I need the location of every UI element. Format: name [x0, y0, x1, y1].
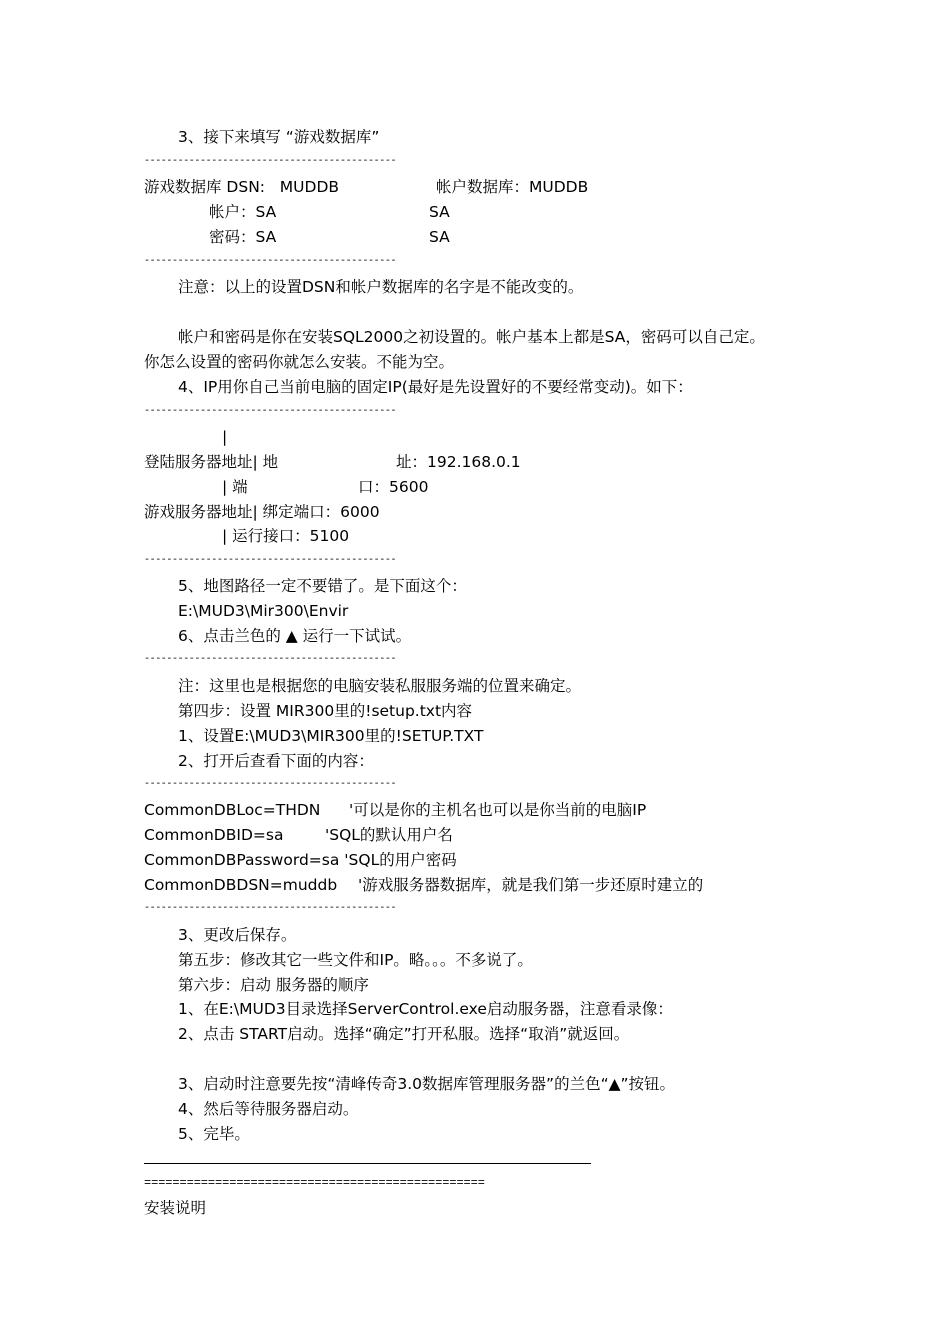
run-port-line: | 运行接口：5100	[222, 527, 350, 545]
config-comment: '游戏服务器数据库，就是我们第一步还原时建立的	[358, 876, 704, 894]
list-item: 2、点击 START启动。选择“确定”打开私服。选择“取消”就返回。	[178, 1025, 630, 1043]
dashed-divider: ---------------------------------------------	[144, 256, 397, 267]
step3-heading: 3、接下来填写 “游戏数据库”	[178, 128, 380, 146]
password-value: SA	[429, 228, 450, 246]
horizontal-rule	[144, 1163, 591, 1164]
note-line: 注：这里也是根据您的电脑安装私服服务端的位置来确定。	[178, 677, 582, 695]
step4-line: 4、IP用你自己当前电脑的固定IP(最好是先设置好的不要经常变动)。如下：	[178, 378, 693, 396]
account-db-line: 帐户数据库：MUDDB	[436, 178, 589, 196]
list-item: 2、打开后查看下面的内容：	[178, 752, 374, 770]
step6-line: 6、点击兰色的 ▲ 运行一下试试。	[178, 627, 412, 645]
dashed-divider: ---------------------------------------------	[144, 654, 397, 665]
paragraph-line: 帐户和密码是你在安装SQL2000之初设置的。帐户基本上都是SA，密码可以自己定。	[178, 328, 765, 346]
section-step6-heading: 第六步：启动 服务器的顺序	[178, 976, 369, 994]
section-step4-heading: 第四步：设置 MIR300里的!setup.txt内容	[178, 702, 473, 720]
dashed-divider: ---------------------------------------------	[144, 903, 397, 914]
install-notes-heading: 安装说明	[144, 1199, 207, 1217]
equals-divider: ================================================	[144, 1176, 485, 1190]
list-item: 1、在E:\MUD3目录选择ServerControl.exe启动服务器，注意看录像：	[178, 1000, 673, 1018]
paragraph-line: 你怎么设置的密码你就怎么安装。不能为空。	[144, 353, 455, 371]
list-item: 4、然后等待服务器启动。	[178, 1100, 359, 1118]
login-server-line: 登陆服务器地址| 地	[144, 453, 279, 471]
config-line: CommonDBPassword=sa 'SQL的用户密码	[144, 851, 457, 869]
config-comment: 'SQL的默认用户名	[325, 826, 453, 844]
config-key: CommonDBDSN=muddb	[144, 876, 338, 894]
address-value: 址：192.168.0.1	[396, 453, 521, 471]
dashed-divider: ---------------------------------------------	[144, 156, 397, 167]
config-key: CommonDBID=sa	[144, 826, 284, 844]
config-comment: '可以是你的主机名也可以是你当前的电脑IP	[349, 801, 647, 819]
dashed-divider: ---------------------------------------------	[144, 779, 397, 790]
password-line: 密码：SA	[209, 228, 277, 246]
pipe-line: |	[222, 428, 228, 446]
account-value: SA	[429, 203, 450, 221]
map-path-line: E:\MUD3\Mir300\Envir	[178, 602, 349, 620]
port-value: 口：5600	[358, 478, 429, 496]
dashed-divider: ---------------------------------------------	[144, 406, 397, 417]
game-db-dsn-line: 游戏数据库 DSN: MUDDB	[144, 178, 340, 196]
account-line: 帐户：SA	[209, 203, 277, 221]
port-label: | 端	[222, 478, 248, 496]
game-server-line: 游戏服务器地址| 绑定端口：6000	[144, 503, 380, 521]
config-key: CommonDBLoc=THDN	[144, 801, 321, 819]
section-step5-heading: 第五步：修改其它一些文件和IP。略。。。不多说了。	[178, 951, 533, 969]
dashed-divider: ---------------------------------------------	[144, 555, 397, 566]
step5-line: 5、地图路径一定不要错了。是下面这个：	[178, 577, 467, 595]
list-item: 3、更改后保存。	[178, 926, 297, 944]
note-line: 注意：以上的设置DSN和帐户数据库的名字是不能改变的。	[178, 278, 584, 296]
list-item: 3、启动时注意要先按“清峰传奇3.0数据库管理服务器”的兰色“▲”按钮。	[178, 1075, 676, 1093]
list-item: 1、设置E:\MUD3\MIR300里的!SETUP.TXT	[178, 727, 484, 745]
list-item: 5、完毕。	[178, 1125, 250, 1143]
